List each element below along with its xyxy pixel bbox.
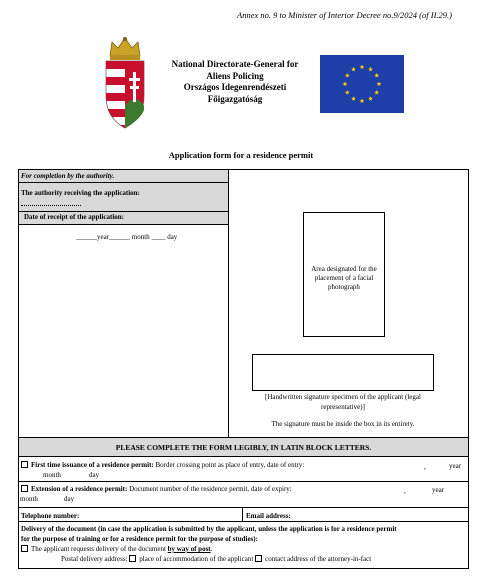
extension-checkbox[interactable] xyxy=(21,485,28,492)
hungarian-coat-of-arms-icon xyxy=(102,36,148,132)
postal-address-row xyxy=(61,555,371,563)
receipt-date-fields: ______year______ month ____ day xyxy=(76,233,178,241)
extension-row xyxy=(21,485,292,493)
authority-receiving-label: The authority receiving the application: xyxy=(21,189,140,197)
accommodation-option: place of accommodation of the applicant xyxy=(139,555,254,563)
signature-caption xyxy=(240,393,446,412)
receipt-date-label: Date of receipt of the application: xyxy=(24,213,124,221)
delivery-request-checkbox[interactable] xyxy=(21,545,28,552)
extension-day: day xyxy=(64,495,75,503)
divider xyxy=(228,170,229,438)
divider xyxy=(19,481,469,482)
first-issuance-checkbox[interactable] xyxy=(21,461,28,468)
extension-year: year xyxy=(432,486,445,494)
signature-note: The signature must be inside the box in its entirety. xyxy=(271,420,415,428)
extension-title: Extension of a residence permit: xyxy=(31,485,128,493)
form-title: Application form for a residence permit xyxy=(168,150,314,160)
first-issuance-comma: , xyxy=(424,463,426,471)
delivery-heading-line-1: Delivery of the document (in case the application is submitted by the applicant, unless the application is for a residence permit xyxy=(21,525,397,533)
receipt-year-label: year xyxy=(97,233,110,241)
annex-reference: Annex no. 9 to Minister of Interior Decree no.9/2024 (of II.29.) xyxy=(237,10,452,20)
extension-text: Document number of the residence permit, date of expiry: xyxy=(127,485,292,493)
extension-month: month xyxy=(20,495,38,503)
signature-caption-line-1: [Handwritten signature specimen of the applicant (legal xyxy=(265,393,421,401)
agency-line-3: Országos Idegenrendészeti xyxy=(183,82,287,92)
divider xyxy=(19,224,228,225)
authority-receiving-blank[interactable] xyxy=(21,205,81,206)
first-issuance-year: year xyxy=(449,462,462,470)
agency-line-2: Aliens Policing xyxy=(206,70,264,81)
email-label: Email address: xyxy=(246,512,291,520)
photo-caption-line-3: photograph xyxy=(328,283,360,291)
divider xyxy=(242,507,243,521)
divider xyxy=(19,456,469,457)
photo-caption xyxy=(303,265,385,292)
delivery-heading xyxy=(21,525,467,544)
delivery-request-end: . xyxy=(210,545,213,553)
telephone-label: Telephone number: xyxy=(21,512,80,520)
divider xyxy=(19,507,469,508)
extension-comma: , xyxy=(404,487,406,495)
delivery-heading-line-2: for the purpose of training or for a residence permit for the purpose of studies): xyxy=(21,534,258,543)
accommodation-checkbox[interactable] xyxy=(129,555,136,562)
first-issuance-month: month xyxy=(43,471,61,479)
delivery-request-row xyxy=(21,545,212,553)
divider xyxy=(19,182,228,183)
agency-line-1: National Directorate-General for xyxy=(171,59,299,69)
legible-banner: PLEASE COMPLETE THE FORM LEGIBLY, IN LATIN BLOCK LETTERS. xyxy=(115,443,372,452)
divider xyxy=(19,521,469,522)
first-issuance-text: Border crossing point as place of entry, date of entry: xyxy=(153,461,305,469)
attorney-address-option: contact address of the attorney-in-fact xyxy=(265,555,372,563)
first-issuance-row xyxy=(21,461,304,469)
receipt-month-label: month xyxy=(131,233,150,241)
authority-completion-note: For completion by the authority. xyxy=(21,172,115,180)
first-issuance-day: day xyxy=(89,471,100,479)
first-issuance-title: First time issuance of a residence permit: xyxy=(31,461,154,469)
delivery-request-bold: by way of post xyxy=(167,545,211,553)
postal-address-label: Postal delivery address: xyxy=(61,555,128,563)
photo-caption-line-1: Area designated for the xyxy=(311,265,377,273)
agency-line-4: Főigazgatóság xyxy=(207,93,263,104)
eu-flag-icon xyxy=(320,55,404,113)
photo-caption-line-2: placement of a facial xyxy=(314,274,374,282)
delivery-request-text: The applicant requests delivery of the document xyxy=(31,545,168,553)
signature-box[interactable] xyxy=(252,354,434,391)
agency-name xyxy=(160,59,310,105)
attorney-address-checkbox[interactable] xyxy=(255,555,262,562)
receipt-day-label: day xyxy=(167,233,178,241)
signature-caption-line-2: representative)] xyxy=(321,402,365,411)
